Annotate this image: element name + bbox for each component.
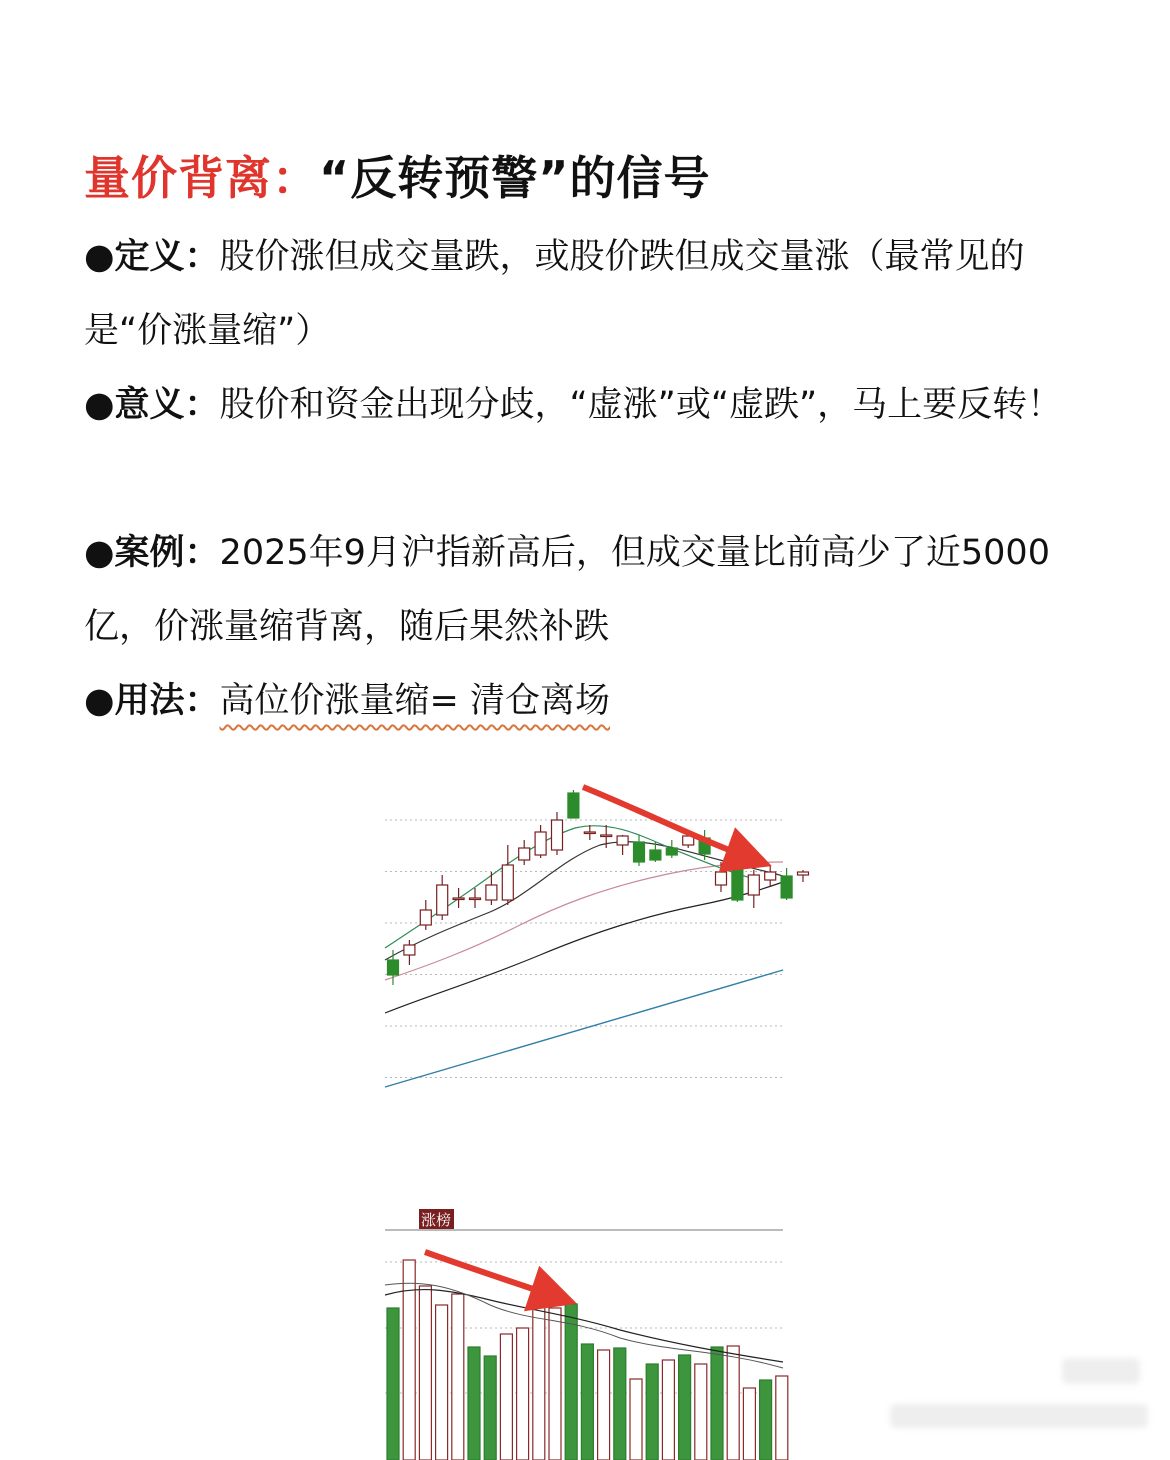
volume-bar xyxy=(695,1364,707,1460)
title-highlight: 量价背离： xyxy=(84,151,319,205)
volume-bar xyxy=(565,1304,577,1460)
title-rest: “反转预警”的信号 xyxy=(319,151,711,205)
watermark-blur-2 xyxy=(890,1404,1148,1428)
volume-bar xyxy=(743,1388,755,1460)
volume-bar xyxy=(711,1347,723,1460)
candle-body xyxy=(388,960,399,975)
candle-body xyxy=(748,875,759,895)
candle-body xyxy=(552,820,563,850)
volume-bar xyxy=(452,1294,464,1460)
volume-bar xyxy=(760,1380,772,1460)
volume-bar xyxy=(533,1286,545,1460)
case-text: 2025年9月沪指新高后，但成交量比前高少了近5000亿，价涨量缩背离，随后果然补跌 xyxy=(84,533,1050,647)
candle-body xyxy=(420,910,431,925)
price-gridlines xyxy=(385,820,783,1078)
candle-body xyxy=(732,862,743,900)
volume-bar xyxy=(776,1376,788,1460)
volume-bar xyxy=(727,1346,739,1460)
candle-body xyxy=(584,832,595,834)
candle-body xyxy=(519,848,530,860)
volume-bar xyxy=(646,1364,658,1460)
candle-body xyxy=(502,865,513,900)
usage-text: 高位价涨量缩= 清仓离场 xyxy=(219,681,610,721)
candle-body xyxy=(798,872,809,875)
candle-body xyxy=(634,842,645,862)
ma-line-blue xyxy=(385,970,783,1087)
case-label: ●案例： xyxy=(84,533,220,573)
candle-body xyxy=(486,885,497,900)
candle-body xyxy=(601,835,612,837)
candle-body xyxy=(650,850,661,860)
volume-bar xyxy=(517,1328,529,1460)
volume-bar xyxy=(484,1356,496,1460)
candle-body xyxy=(568,793,579,818)
candle-body xyxy=(470,898,481,900)
watermark-blur-1 xyxy=(1062,1358,1140,1384)
usage-label: ●用法： xyxy=(84,681,220,721)
candle-body xyxy=(765,872,776,880)
volume-label: 涨榜 xyxy=(421,1211,452,1229)
candle-body xyxy=(781,876,792,898)
definition-label: ●定义： xyxy=(84,237,220,277)
volume-bars xyxy=(387,1260,788,1460)
volume-bar xyxy=(500,1334,512,1460)
definition-text: 股价涨但成交量跌，或股价跌但成交量涨（最常见的是“价涨量缩”） xyxy=(84,237,1025,351)
volume-bar xyxy=(468,1347,480,1460)
candle-body xyxy=(716,872,727,885)
volume-bar xyxy=(419,1286,431,1460)
candle-body xyxy=(535,832,546,855)
volume-bar xyxy=(662,1360,674,1460)
volume-bar xyxy=(387,1308,399,1460)
candle-body xyxy=(666,848,677,855)
candle-body xyxy=(437,885,448,915)
candle-body xyxy=(453,898,464,900)
candle-body xyxy=(617,836,628,845)
candle-body xyxy=(404,945,415,955)
meaning-label: ●意义： xyxy=(84,385,220,425)
volume-bar xyxy=(436,1305,448,1460)
volume-bar xyxy=(598,1350,610,1460)
volume-bar xyxy=(549,1308,561,1460)
volume-bar xyxy=(614,1348,626,1460)
meaning-text: 股价和资金出现分歧，“虚涨”或“虚跌”，马上要反转！ xyxy=(219,385,1063,425)
volume-bar xyxy=(581,1344,593,1460)
volume-bar xyxy=(630,1379,642,1460)
volume-bar xyxy=(679,1355,691,1460)
moving-average-lines xyxy=(385,826,783,1087)
